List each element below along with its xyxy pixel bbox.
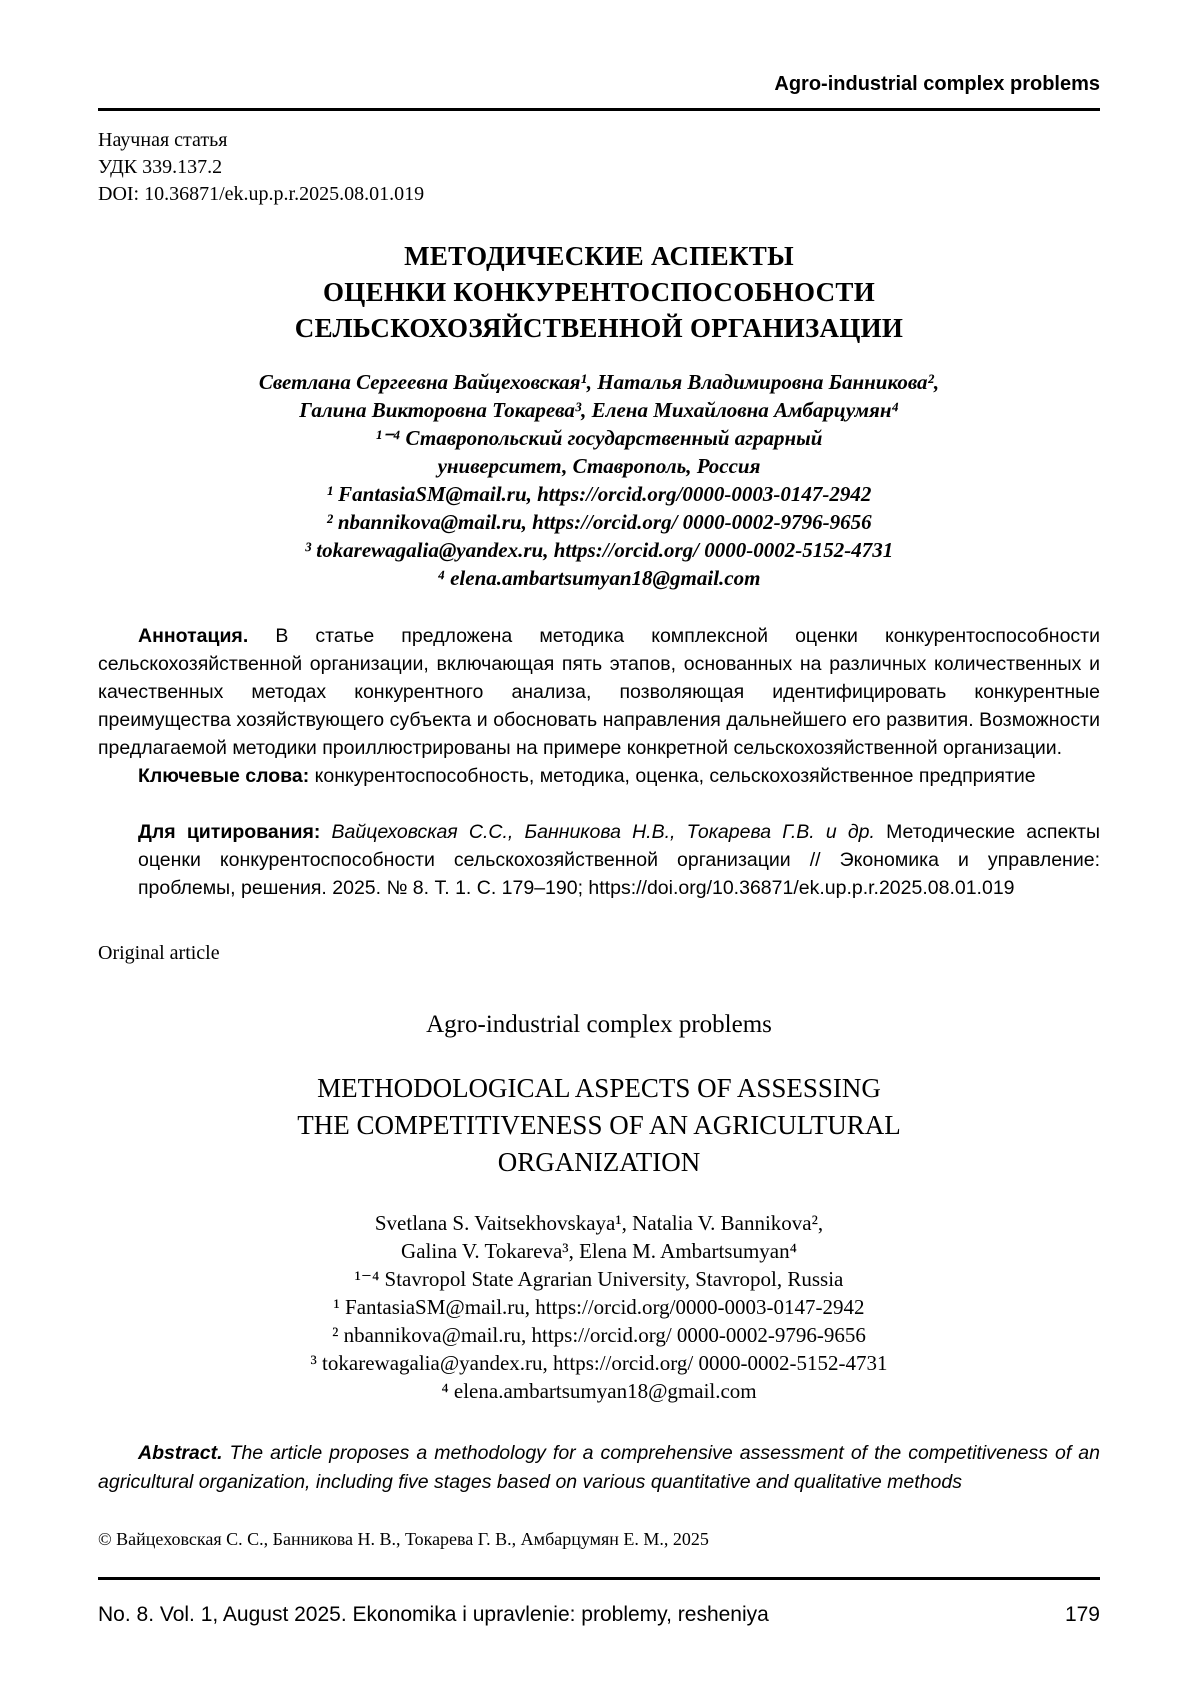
title-ru-line-1: МЕТОДИЧЕСКИЕ АСПЕКТЫ: [404, 241, 794, 271]
authors-block-ru: [98, 368, 1100, 592]
citation-text: Методические аспекты оценки конкурентоспособности сельскохозяйственной организации // Экономика и управление: проблемы, решения. 2025. № 8. Т. 1. С. 179–190; https://doi.org/10.36871/ek.up.p.r.2025.08.01.019: [138, 821, 1101, 899]
title-en: [98, 1070, 1100, 1181]
title-en-line-1: METHODOLOGICAL ASPECTS OF ASSESSING: [317, 1073, 881, 1103]
email-ru-2: ² nbannikova@mail.ru, https://orcid.org/ 0000-0002-9796-9656: [326, 510, 872, 534]
email-ru-3: ³ tokarewagalia@yandex.ru, https://orcid.org/ 0000-0002-5152-4731: [304, 538, 894, 562]
running-head: Agro-industrial complex problems: [774, 73, 1100, 95]
authors-block-en: [98, 1209, 1100, 1405]
header-rule: [98, 108, 1100, 111]
authors-ru-line-2: Галина Викторовна Токарева³, Елена Михайловна Амбарцумян⁴: [299, 398, 899, 422]
abstract-ru-label: Аннотация.: [138, 625, 249, 647]
doi-line: DOI: 10.36871/ek.up.p.r.2025.08.01.019: [98, 183, 425, 205]
email-ru-4: ⁴ elena.ambartsumyan18@gmail.com: [437, 566, 761, 590]
citation-label: Для цитирования:: [138, 821, 321, 843]
email-en-2: ² nbannikova@mail.ru, https://orcid.org/ 0000-0002-9796-9656: [332, 1323, 866, 1347]
title-en-line-2: THE COMPETITIVENESS OF AN AGRICULTURAL: [297, 1110, 901, 1140]
section-heading-en: Agro-industrial complex problems: [426, 1011, 772, 1038]
affiliation-ru-line-1: ¹⁻⁴ Ставропольский государственный аграрный: [375, 426, 823, 450]
abstract-en-label: Abstract.: [138, 1442, 223, 1464]
abstract-en-block: [98, 1439, 1100, 1497]
title-en-line-3: ORGANIZATION: [497, 1147, 701, 1177]
email-ru-1: ¹ FantasiaSM@mail.ru, https://orcid.org/0000-0003-0147-2942: [326, 482, 872, 506]
keywords-ru-label: Ключевые слова:: [138, 765, 310, 787]
citation-authors: Вайцеховская С.С., Банникова Н.В., Токарева Г.В. и др.: [320, 821, 875, 843]
citation-block: [138, 818, 1100, 902]
email-en-1: ¹ FantasiaSM@mail.ru, https://orcid.org/0000-0003-0147-2942: [333, 1295, 865, 1319]
copyright-line: © Вайцеховская С. С., Банникова Н. В., Токарева Г. В., Амбарцумян Е. М., 2025: [98, 1529, 709, 1549]
email-en-4: ⁴ elena.ambartsumyan18@gmail.com: [441, 1379, 757, 1403]
affiliation-en: ¹⁻⁴ Stavropol State Agrarian University, Stavropol, Russia: [354, 1267, 844, 1291]
footer-rule: [98, 1577, 1100, 1580]
abstract-ru-block: [98, 622, 1100, 790]
title-ru-line-3: СЕЛЬСКОХОЗЯЙСТВЕННОЙ ОРГАНИЗАЦИИ: [294, 313, 904, 343]
keywords-ru-paragraph: [98, 762, 1100, 790]
page-footer: [98, 1602, 1100, 1628]
title-ru-line-2: ОЦЕНКИ КОНКУРЕНТОСПОСОБНОСТИ: [322, 277, 875, 307]
authors-ru-line-1: Светлана Сергеевна Вайцеховская¹, Наталья Владимировна Банникова²,: [258, 370, 940, 394]
affiliation-ru-line-2: университет, Ставрополь, Россия: [437, 454, 761, 478]
footer-journal-line: No. 8. Vol. 1, August 2025. Ekonomika i upravlenie: problemy, resheniya: [98, 1603, 769, 1626]
footer-page-number: 179: [1064, 1603, 1100, 1626]
abstract-en-text: The article proposes a methodology for a comprehensive assessment of the competitiveness of an agricultural organization, including five stages based on various quantitative and qualitative methods: [98, 1442, 1100, 1493]
udk-number: УДК 339.137.2: [98, 156, 223, 178]
abstract-ru-paragraph: [98, 622, 1100, 762]
article-meta: [98, 127, 1100, 208]
authors-en-line-2: Galina V. Tokareva³, Elena M. Ambartsumyan⁴: [401, 1239, 797, 1263]
abstract-en-paragraph: [98, 1439, 1100, 1497]
keywords-ru-text: конкурентоспособность, методика, оценка, сельскохозяйственное предприятие: [309, 765, 1036, 787]
citation-paragraph: [138, 818, 1100, 902]
title-ru: [98, 238, 1100, 346]
email-en-3: ³ tokarewagalia@yandex.ru, https://orcid.org/ 0000-0002-5152-4731: [310, 1351, 888, 1375]
authors-en-line-1: Svetlana S. Vaitsekhovskaya¹, Natalia V. Bannikova²,: [374, 1211, 824, 1235]
article-type-en: Original article: [98, 942, 220, 964]
article-type-ru: Научная статья: [98, 129, 228, 151]
abstract-ru-text: В статье предложена методика комплексной оценки конкурентоспособности сельскохозяйственной организации, включающая пять этапов, основанных на различных количественных и качественных методах конкурентного анализа, позволяющая идентифицировать конкурентные преимущества хозяйствующего субъекта и обосновать направления дальнейшего его развития. Возможности предлагаемой методики проиллюстрированы на примере конкретной сельскохозяйственной организации.: [98, 625, 1100, 759]
